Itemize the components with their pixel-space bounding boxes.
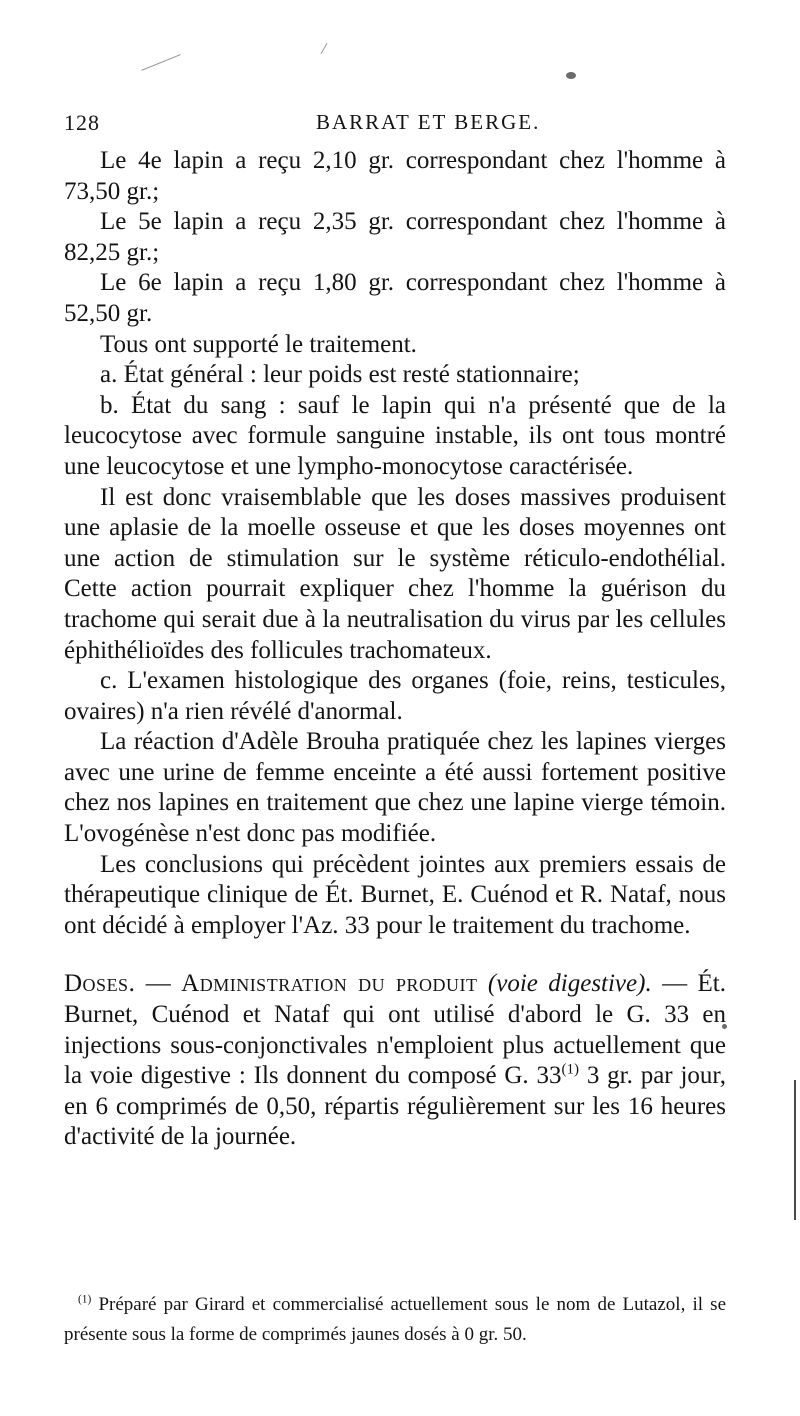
paragraph: c. L'examen histologique des organes (foie, reins, testicules, ovaires) n'a rien révélé d'anormal. [64,667,726,725]
footnote-text [64,1290,726,1350]
scan-edge-mark [794,1080,796,1220]
paragraph: Le 6e lapin a reçu 1,80 gr. correspondant chez l'homme à 52,50 gr. [64,269,726,327]
em-dash: — [135,970,182,998]
doses-text-cont: 3 gr. par jour, en 6 comprimés de 0,50, répartis régulièrement sur les 16 heures d'activité de la journée. [64,1062,726,1151]
paragraph: Les conclusions qui précèdent jointes aux premiers essais de thérapeutique clinique de Ét. Burnet, E. Cuénod et R. Nataf, nous ont décidé à employer l'Az. 33 pour le traitement du trachome. [64,850,726,939]
page-number: 128 [64,110,100,135]
em-dash: — [651,970,698,998]
paragraph: Il est donc vraisemblable que les doses massives produisent une aplasie de la moelle osseuse et que les doses moyennes ont une action de stimulation sur le système réticulo-endothélial. Cette action pourrait expliquer chez l'homme la guérison du trachome qui serait due à la neutralisation du virus par les cellules éphithélioïdes des follicules trachomateux. [64,483,726,664]
body-text [64,146,726,1153]
doses-subheading: Administration du produit [181,970,478,998]
doses-text: Ét. Burnet, Cuénod et Nataf qui ont utilisé d'abord le G. 33 en injections sous-conjonctivales n'emploient plus actuellement que la voie digestive : Ils donnent du composé G. 33 [64,970,726,1090]
scan-scratch [321,43,328,54]
paragraph: Le 4e lapin a reçu 2,10 gr. correspondant chez l'homme à 73,50 gr.; [64,147,726,205]
paragraph: b. État du sang : sauf le lapin qui n'a présenté que de la leucocytose avec formule sanguine instable, ils ont tous montré une leucocytose et une lympho-monocytose caractérisée. [64,391,726,480]
scan-speck [566,72,576,79]
footnote-marker: (1) [78,1293,92,1306]
page-header [64,110,726,140]
doses-paragraph [64,969,726,1153]
doses-heading: Doses. [64,970,136,998]
doses-route: (voie digestive). [487,970,652,998]
paragraph: Tous ont supporté le traitement. [100,330,417,358]
paragraph: Le 5e lapin a reçu 2,35 gr. correspondant chez l'homme à 82,25 gr.; [64,208,726,266]
footnote [64,1290,726,1350]
footnote-body: Préparé par Girard et commercialisé actuellement sous le nom de Lutazol, il se présente sous la forme de comprimés jaunes dosés à 0 gr. 50. [64,1294,726,1345]
scan-scratch [141,54,180,71]
footnote-reference: (1) [561,1061,580,1078]
paragraph: a. État général : leur poids est resté stationnaire; [100,361,580,389]
running-head: BARRAT ET BERGE. [316,110,541,134]
paragraph: La réaction d'Adèle Brouha pratiquée chez les lapines vierges avec une urine de femme enceinte a été aussi fortement positive chez nos lapines en traitement que chez une lapine vierge témoin. L'ovogénèse n'est donc pas modifiée. [64,728,726,848]
